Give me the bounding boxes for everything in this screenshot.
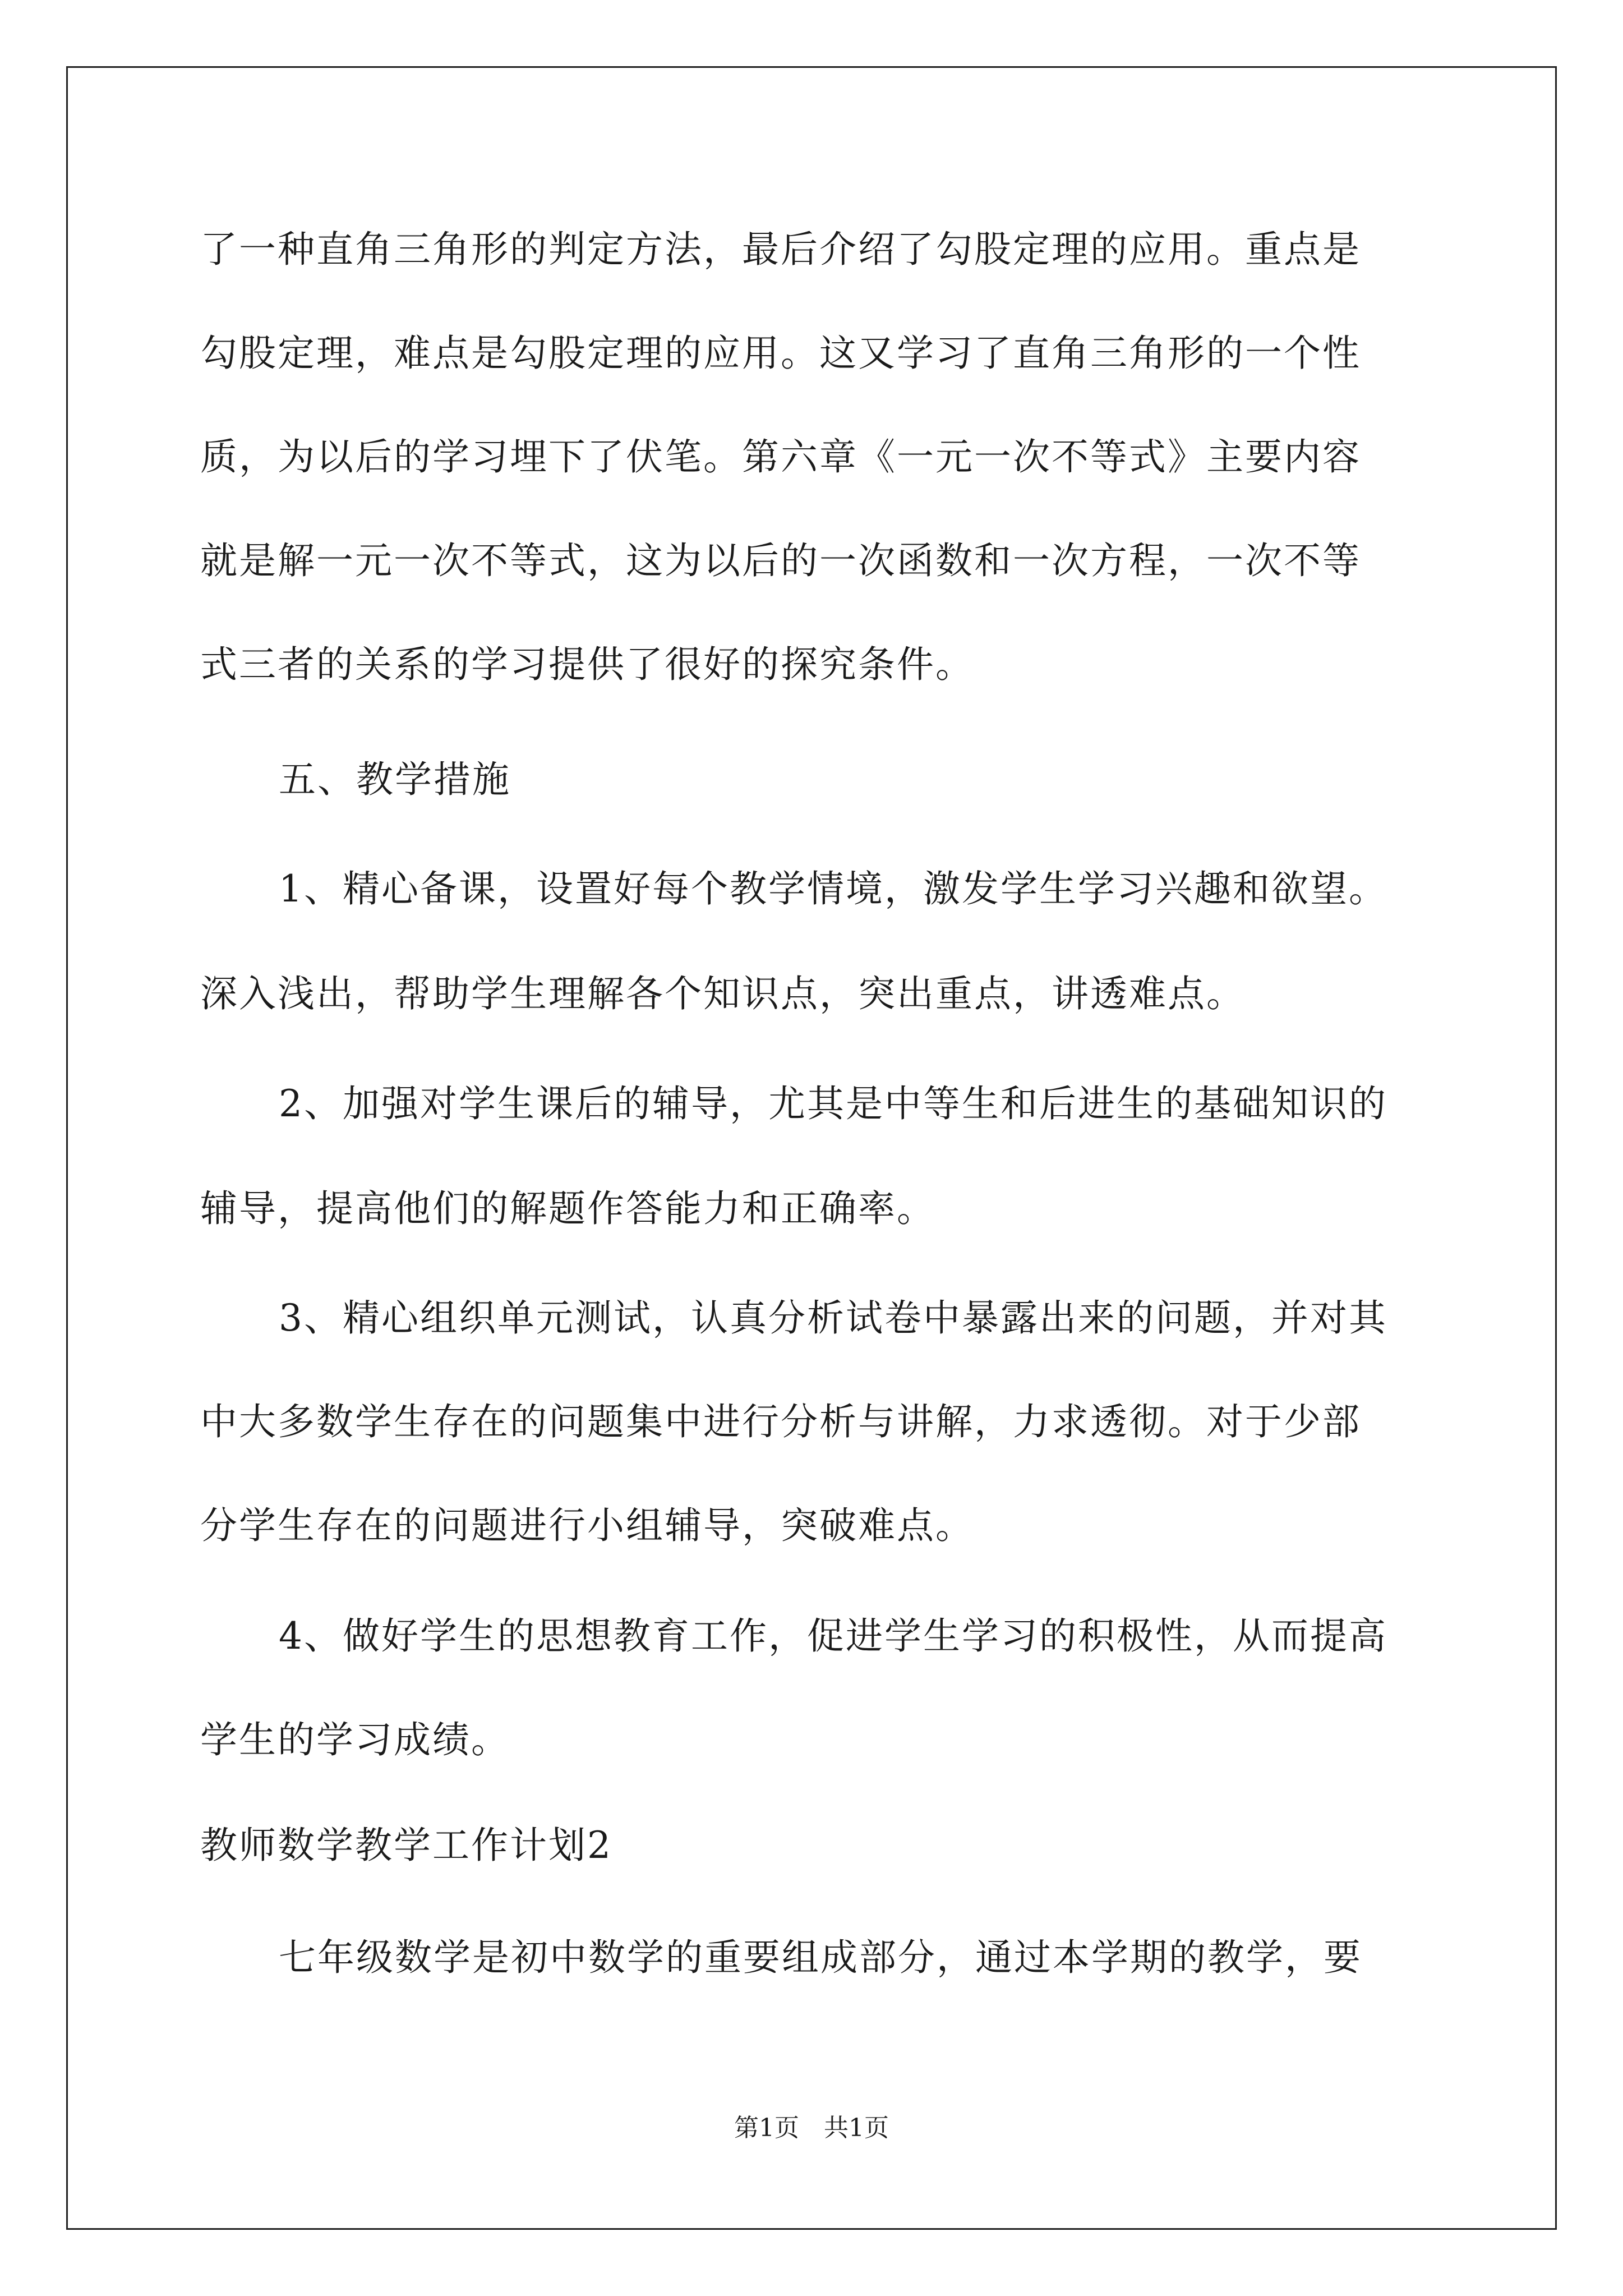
text-line: 质，为以后的学习埋下了伏笔。第六章《一元一次不等式》主要内容 [200, 435, 1361, 478]
text-line: 了一种直角三角形的判定方法，最后介绍了勾股定理的应用。重点是 [200, 228, 1361, 271]
text-line: 辅导，提高他们的解题作答能力和正确率。 [200, 1187, 935, 1230]
text-line: 2、加强对学生课后的辅导，尤其是中等生和后进生的基础知识的 [279, 1082, 1387, 1125]
text-line: 就是解一元一次不等式，这为以后的一次函数和一次方程，一次不等 [200, 539, 1361, 582]
text-line: 七年级数学是初中数学的重要组成部分，通过本学期的教学，要 [279, 1936, 1362, 1979]
page-border [66, 66, 1557, 2230]
page-number-footer: 第1页 共1页 [734, 2114, 889, 2142]
text-line: 3、精心组织单元测试，认真分析试卷中暴露出来的问题，并对其 [279, 1296, 1387, 1340]
text-line: 学生的学习成绩。 [200, 1718, 510, 1761]
text-line: 勾股定理，难点是勾股定理的应用。这又学习了直角三角形的一个性 [200, 332, 1361, 375]
text-line: 4、做好学生的思想教育工作，促进学生学习的积极性，从而提高 [279, 1614, 1387, 1658]
text-line: 分学生存在的问题进行小组辅导，突破难点。 [200, 1504, 974, 1547]
text-line: 深入浅出，帮助学生理解各个知识点，突出重点，讲透难点。 [200, 972, 1245, 1015]
section-heading: 五、教学措施 [279, 758, 511, 801]
text-line: 1、精心备课，设置好每个教学情境，激发学生学习兴趣和欲望。 [279, 867, 1387, 910]
text-line: 式三者的关系的学习提供了很好的探究条件。 [200, 643, 974, 686]
text-line: 中大多数学生存在的问题集中进行分析与讲解，力求透彻。对于少部 [200, 1400, 1361, 1443]
document-subtitle: 教师数学教学工作计划2 [200, 1824, 612, 1867]
